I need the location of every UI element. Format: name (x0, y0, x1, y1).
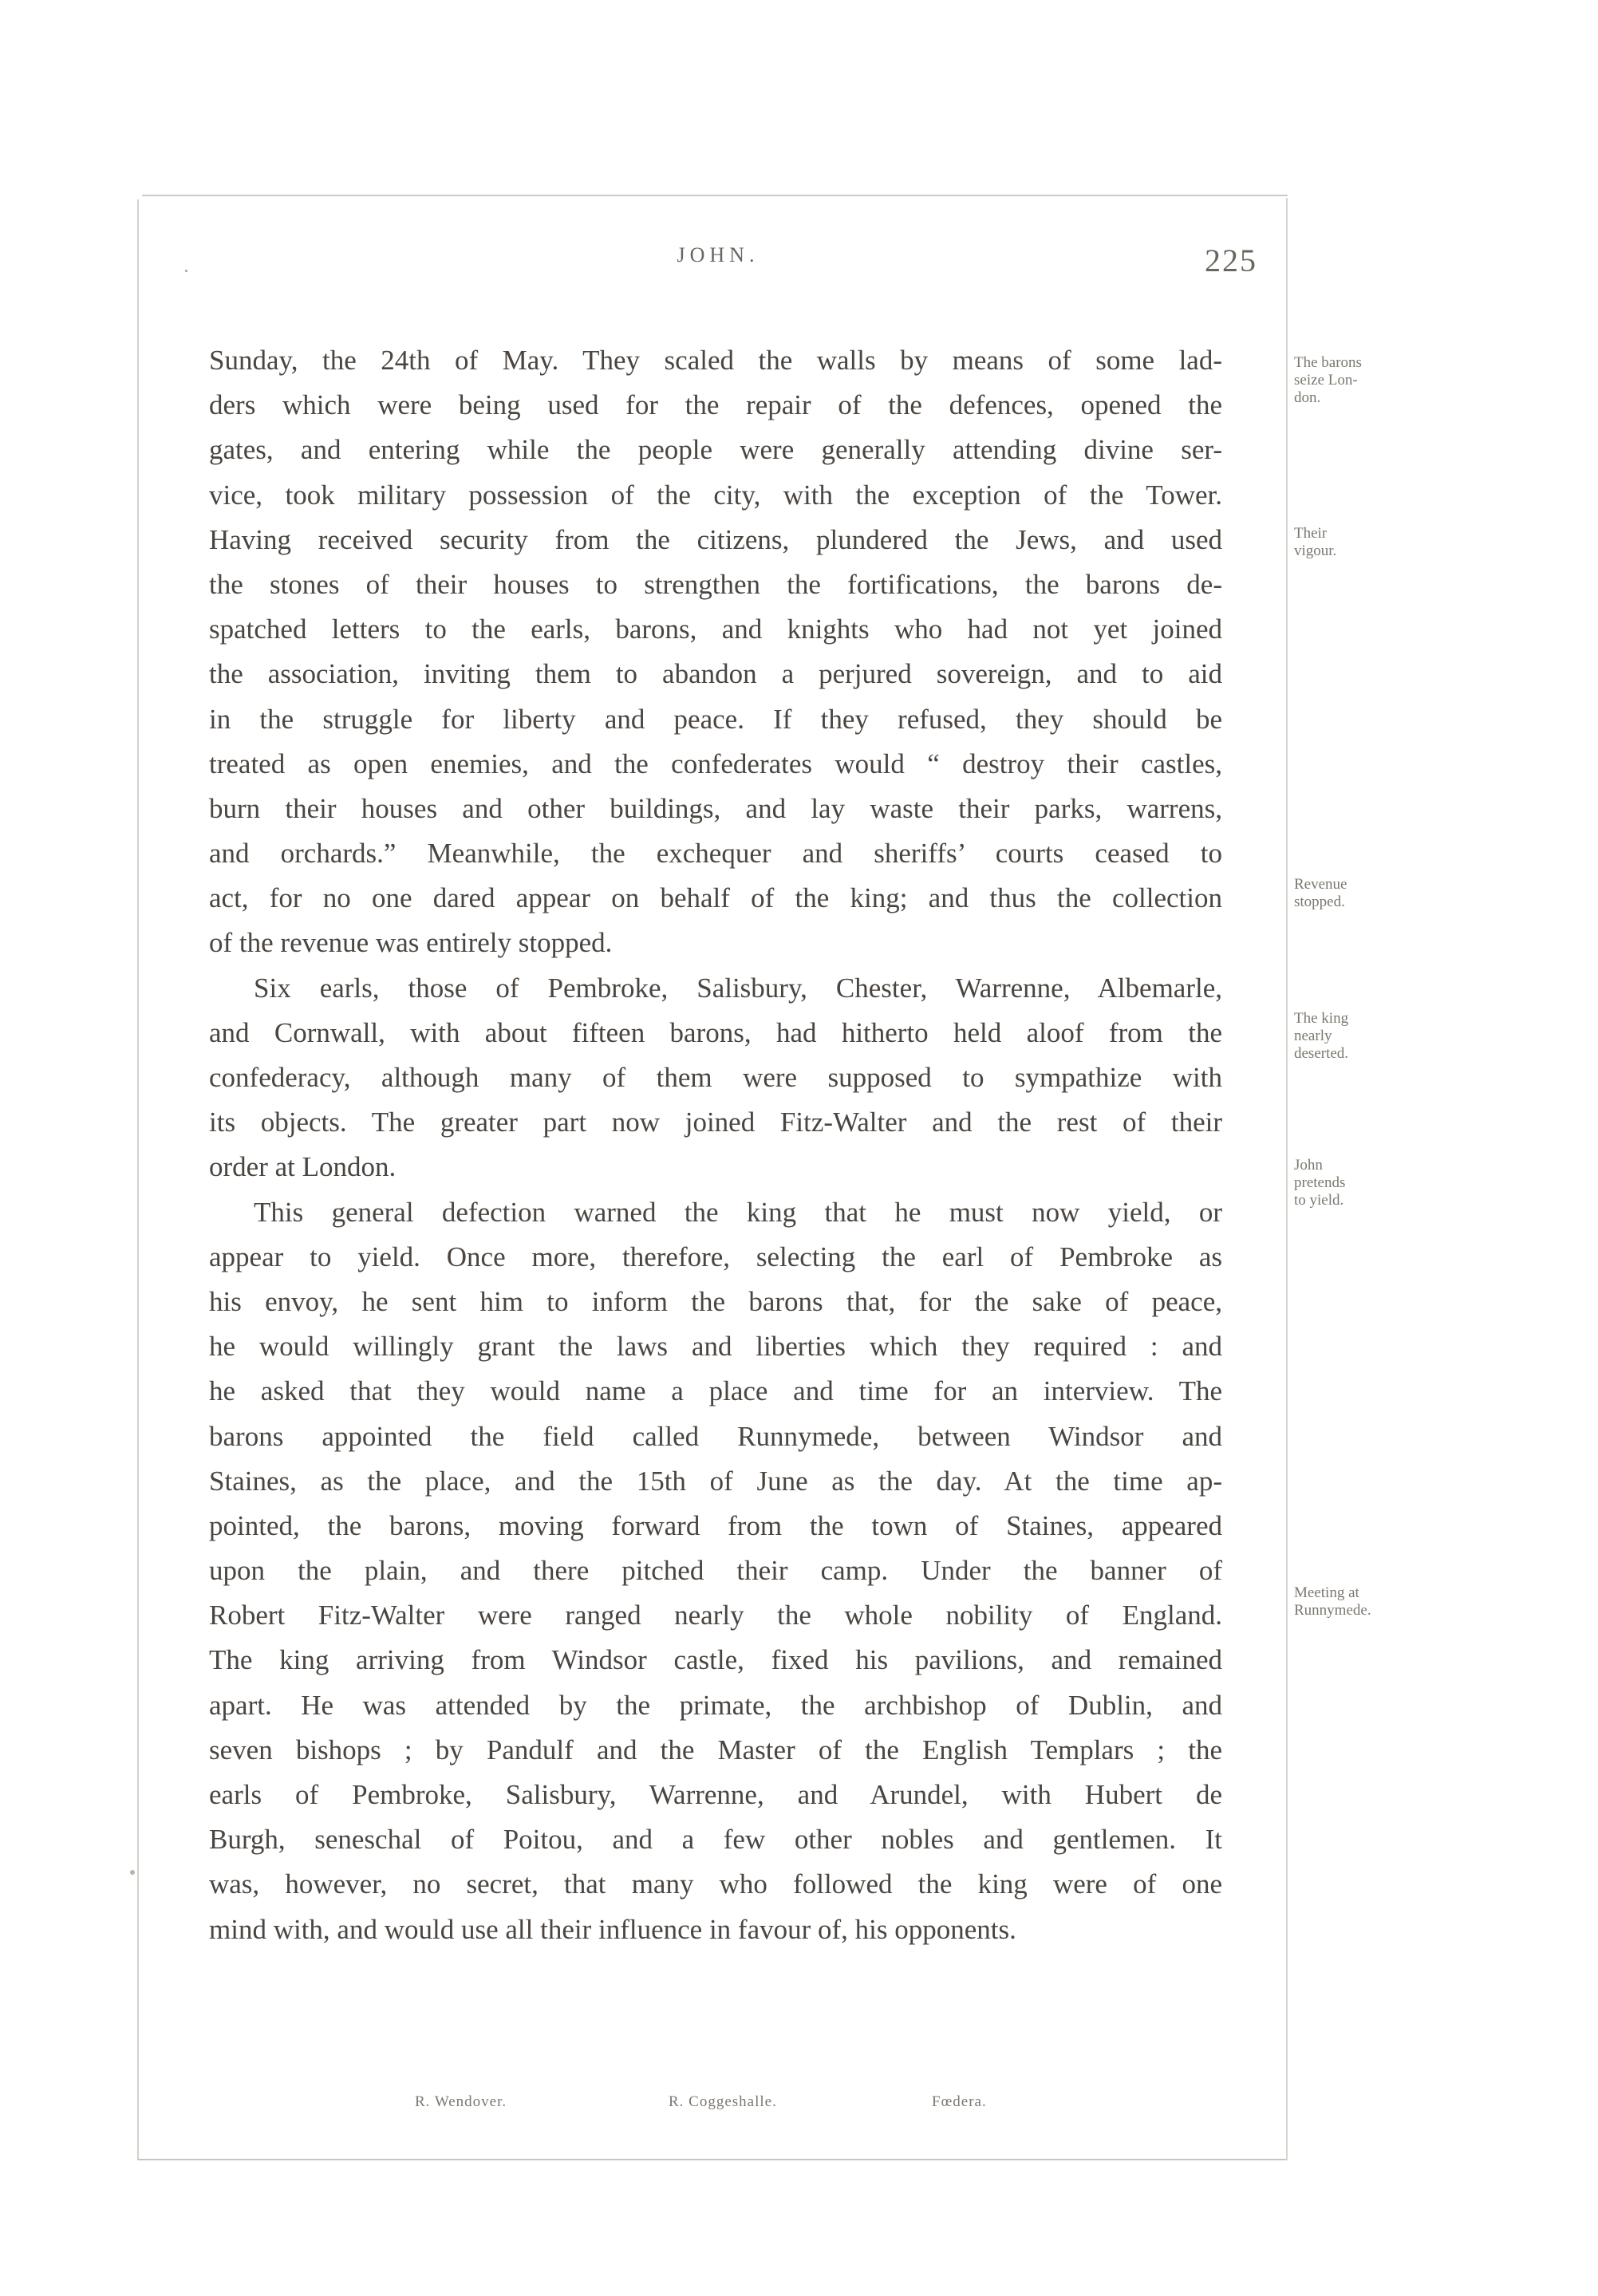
paragraph-3 (209, 1190, 1222, 1952)
sidenote-line: John (1294, 1157, 1323, 1174)
text-line: he would willingly grant the laws and liberties which they required : and (209, 1331, 1222, 1363)
text-line: and Cornwall, with about fifteen barons, had hitherto held aloof from the (209, 1016, 1222, 1048)
scan-dot (185, 270, 187, 272)
text-line: vice, took military possession of the city, with the exception of the Tower. (209, 479, 1222, 511)
text-line: This general defection warned the king that he must now yield, or (254, 1196, 1222, 1228)
text-line: upon the plain, and there pitched their camp. Under the banner of (209, 1555, 1222, 1587)
text-line: was, however, no secret, that many who followed the king were of one (209, 1868, 1222, 1900)
sidenote-king-deserted (1294, 1010, 1478, 1063)
body-text (209, 338, 1222, 1952)
sidenote-line: Runnymede. (1294, 1602, 1371, 1619)
text-line: appear to yield. Once more, therefore, selecting the earl of Pembroke as (209, 1241, 1222, 1272)
sidenote-line: pretends (1294, 1174, 1346, 1191)
page-number: 225 (1205, 243, 1257, 278)
text-line: barons appointed the field called Runnymede, between Windsor and (209, 1420, 1222, 1452)
text-line: in the struggle for liberty and peace. If they refused, they should be (209, 703, 1222, 735)
scan-speck (130, 1870, 135, 1875)
footnote-foedera: Fœdera. (932, 2093, 987, 2110)
sidenote-line: Meeting at (1294, 1584, 1359, 1601)
paragraph-2 (209, 966, 1222, 1190)
sidenote-revenue-stopped (1294, 876, 1478, 911)
text-line: treated as open enemies, and the confederates would “ destroy their castles, (209, 748, 1222, 779)
sidenote-line: The barons (1294, 354, 1362, 371)
sidenote-line: seize Lon- (1294, 372, 1358, 389)
text-line: The king arriving from Windsor castle, fixed his pavilions, and remained (209, 1644, 1222, 1676)
text-line: order at London. (209, 1151, 397, 1183)
text-line: Burgh, seneschal of Poitou, and a few other nobles and gentlemen. It (209, 1824, 1222, 1856)
text-line: the stones of their houses to strengthen the fortifications, the barons de- (209, 568, 1222, 600)
text-line: Sunday, the 24th of May. They scaled the walls by means of some lad- (209, 345, 1222, 376)
sidenote-line: deserted. (1294, 1045, 1349, 1062)
text-line: his envoy, he sent him to inform the barons that, for the sake of peace, (209, 1285, 1222, 1317)
text-line: spatched letters to the earls, barons, and knights who had not yet joined (209, 613, 1222, 645)
text-line: Six earls, those of Pembroke, Salisbury, Chester, Warrenne, Albemarle, (254, 972, 1222, 1004)
paragraph-1 (209, 338, 1222, 966)
sidenote-meeting-runnymede (1294, 1584, 1478, 1619)
text-line: and orchards.” Meanwhile, the exchequer and sheriffs’ courts ceased to (209, 838, 1222, 870)
text-line: the association, inviting them to abandon a perjured sovereign, and to aid (209, 658, 1222, 690)
running-head: JOHN. (677, 243, 760, 266)
text-line: ders which were being used for the repair of the defences, opened the (209, 389, 1222, 421)
text-line: apart. He was attended by the primate, the archbishop of Dublin, and (209, 1689, 1222, 1721)
sidenote-their-vigour (1294, 525, 1478, 560)
text-line: of the revenue was entirely stopped. (209, 927, 613, 959)
text-line: seven bishops ; by Pandulf and the Master of the English Templars ; the (209, 1734, 1222, 1765)
text-line: Staines, as the place, and the 15th of June as the day. At the time ap- (209, 1465, 1222, 1497)
sidenote-john-pretends (1294, 1157, 1478, 1209)
sidenote-line: nearly (1294, 1028, 1332, 1044)
text-line: mind with, and would use all their influence in favour of, his opponents. (209, 1913, 1016, 1945)
footnote-wendover: R. Wendover. (415, 2093, 507, 2110)
sidenote-line: Their (1294, 525, 1328, 542)
text-line: act, for no one dared appear on behalf of the king; and thus the collection (209, 882, 1222, 914)
sidenote-barons-seize-london (1294, 354, 1478, 407)
text-line: its objects. The greater part now joined Fitz-Walter and the rest of their (209, 1107, 1222, 1138)
text-line: confederacy, although many of them were supposed to sympathize with (209, 1062, 1222, 1093)
text-line: gates, and entering while the people were generally attending divine ser- (209, 434, 1222, 466)
sidenote-line: don. (1294, 389, 1321, 406)
text-line: he asked that they would name a place and time for an interview. The (209, 1375, 1222, 1407)
text-line: Robert Fitz-Walter were ranged nearly the whole nobility of England. (209, 1600, 1222, 1631)
scan-frame-bottom (137, 2159, 1286, 2160)
scan-frame-right (1286, 198, 1288, 2160)
text-line: earls of Pembroke, Salisbury, Warrenne, and Arundel, with Hubert de (209, 1779, 1222, 1810)
text-line: pointed, the barons, moving forward from the town of Staines, appeared (209, 1509, 1222, 1541)
sidenote-line: stopped. (1294, 894, 1345, 910)
footnote-coggeshalle: R. Coggeshalle. (669, 2093, 777, 2110)
scan-frame-left (137, 199, 139, 2159)
sidenote-line: to yield. (1294, 1192, 1344, 1209)
scan-frame-top (142, 195, 1288, 196)
text-line: Having received security from the citizens, plundered the Jews, and used (209, 523, 1222, 555)
sidenote-line: The king (1294, 1010, 1349, 1027)
text-line: burn their houses and other buildings, and lay waste their parks, warrens, (209, 792, 1222, 824)
sidenote-line: Revenue (1294, 876, 1347, 893)
sidenote-line: vigour. (1294, 542, 1337, 559)
